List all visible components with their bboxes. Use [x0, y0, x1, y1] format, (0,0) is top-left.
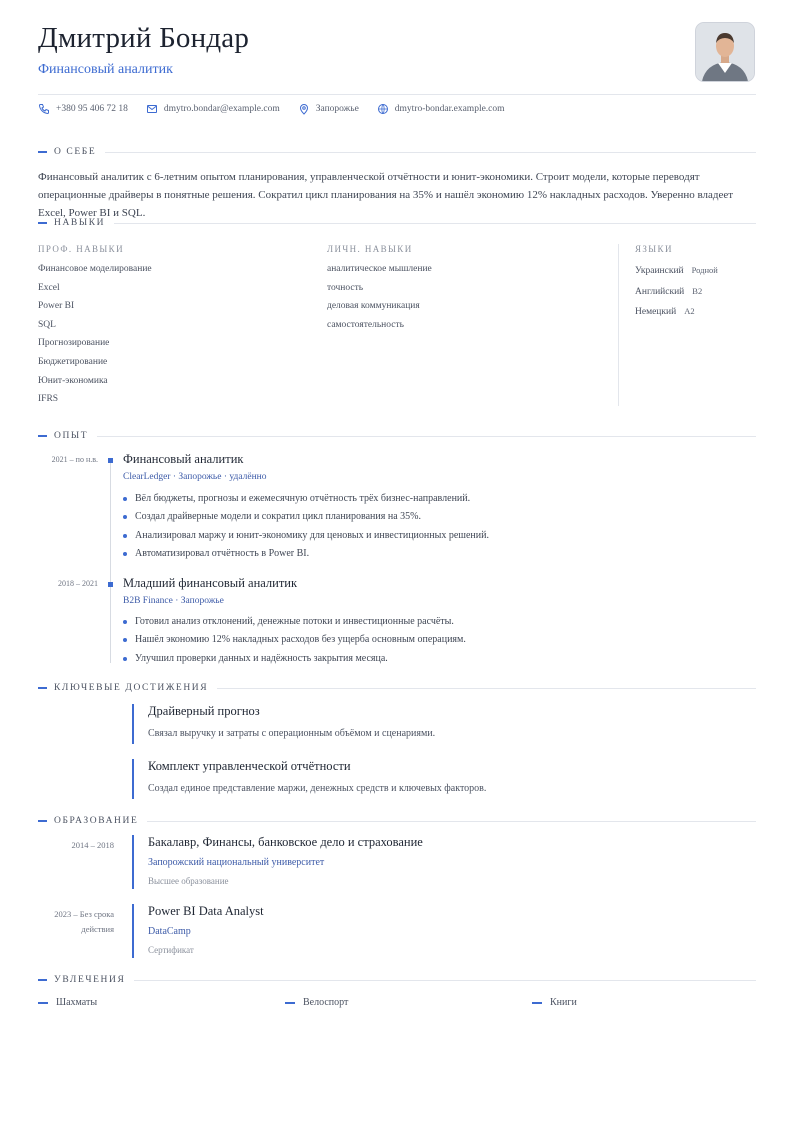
achievement-desc: Создал единое представление маржи, денежных средств и ключевых факторов. — [148, 783, 487, 794]
language-level: B2 — [692, 285, 703, 296]
achievement-card — [132, 704, 435, 744]
section-title: УВЛЕЧЕНИЯ — [54, 975, 126, 985]
section-achievements-heading — [38, 683, 756, 693]
contact-location — [298, 103, 359, 115]
section-title: ОБРАЗОВАНИЕ — [54, 816, 139, 826]
section-experience-heading — [38, 431, 756, 441]
education-title: Бакалавр, Финансы, банковское дело и страхование — [148, 835, 423, 849]
experience-bullet: Анализировал маржу и юнит-экономику для ценовых и инвестиционных решений. — [123, 527, 489, 545]
languages — [635, 244, 718, 322]
hobby-item — [285, 997, 348, 1008]
soft-skills — [327, 244, 432, 334]
contact-phone[interactable] — [38, 103, 128, 115]
skill-item: Excel — [38, 282, 60, 293]
experience-role: Младший финансовый аналитик — [123, 576, 298, 590]
hobby-label: Велоспорт — [303, 997, 349, 1008]
hobby-label: Шахматы — [56, 997, 98, 1008]
section-title: НАВЫКИ — [54, 218, 106, 228]
section-title: КЛЮЧЕВЫЕ ДОСТИЖЕНИЯ — [54, 683, 209, 693]
phone-text: +380 95 406 72 18 — [56, 104, 128, 114]
person-photo-icon — [696, 23, 754, 81]
section-title: ОПЫТ — [54, 431, 89, 441]
skill-item: IFRS — [38, 394, 59, 405]
skill-item: Финансовое моделирование — [38, 264, 152, 274]
hobby-label: Книги — [550, 997, 577, 1008]
education-card — [132, 904, 264, 958]
language-item — [635, 260, 718, 281]
experience-bullet: Нашёл экономию 12% накладных расходов без ущерба основным операциям. — [123, 631, 466, 649]
hobby-item — [38, 997, 97, 1008]
experience-company: B2B Finance · Запорожье — [123, 596, 224, 606]
education-type: Сертификат — [148, 945, 194, 955]
hobby-item — [532, 997, 577, 1008]
experience-bullet: Вёл бюджеты, прогнозы и ежемесячную отчётность трёх бизнес-направлений. — [123, 490, 489, 508]
timeline-dot — [108, 458, 113, 463]
professional-skills — [38, 244, 152, 409]
achievement-desc: Связал выручку и затраты с операционным объёмом и сценариями. — [148, 728, 436, 739]
phone-icon — [38, 103, 50, 115]
education-dates: 2023 – Без срока действия — [54, 909, 114, 934]
language-name: Украинский — [635, 266, 684, 276]
experience-company: ClearLedger · Запорожье · удалённо — [123, 472, 267, 482]
experience-dates: 2021 – по н.в. — [51, 455, 98, 464]
achievement-title: Комплект управленческой отчётности — [148, 759, 351, 773]
header-divider — [38, 94, 756, 95]
experience-bullets — [123, 613, 466, 668]
contact-website[interactable] — [377, 103, 505, 115]
location-pin-icon — [298, 103, 310, 115]
section-about-heading — [38, 147, 756, 157]
skill-item: Прогнозирование — [38, 338, 110, 349]
section-title: О СЕБЕ — [54, 147, 97, 157]
skill-item: Бюджетирование — [38, 356, 108, 367]
education-institution: Запорожский национальный университет — [148, 857, 325, 868]
soft-skills-heading: ЛИЧН. НАВЫКИ — [327, 244, 413, 254]
skill-item: аналитическое мышление — [327, 264, 432, 274]
education-dates: 2014 – 2018 — [71, 840, 114, 850]
experience-bullet: Улучшил проверки данных и надёжность закрытия месяца. — [123, 650, 466, 668]
timeline-line — [110, 458, 111, 663]
section-education-heading — [38, 816, 756, 826]
language-name: Английский — [635, 286, 685, 297]
prof-skills-heading: ПРОФ. НАВЫКИ — [38, 244, 124, 254]
mail-icon — [146, 103, 158, 115]
achievement-title: Драйверный прогноз — [148, 704, 260, 718]
about-text: Финансовый аналитик с 6-летним опытом планирования, управленческой отчётности и юнит-экономики. Строит модели, которые переводят операционные драйверы в понятные решения. Сократил цикл планирования на 35% и нашёл экономию 12% накладных расходов. Уверенно владеет Excel, Power BI и SQL. — [38, 171, 734, 219]
education-type: Высшее образование — [148, 876, 229, 886]
language-item — [635, 301, 718, 322]
language-item — [635, 281, 718, 302]
languages-heading: ЯЗЫКИ — [635, 244, 673, 254]
skill-item: точность — [327, 282, 364, 293]
language-level: Родной — [691, 265, 718, 275]
website-text: dmytro-bondar.example.com — [394, 104, 505, 114]
languages-divider — [618, 244, 619, 406]
education-title: Power BI Data Analyst — [148, 904, 264, 918]
language-level: A2 — [684, 306, 695, 317]
timeline-dot — [108, 582, 113, 587]
experience-role: Финансовый аналитик — [123, 452, 244, 466]
skill-item: Power BI — [38, 301, 75, 312]
achievement-card — [132, 759, 486, 799]
email-text: dmytro.bondar@example.com — [163, 104, 280, 114]
location-text: Запорожье — [315, 104, 359, 114]
experience-dates: 2018 – 2021 — [58, 579, 98, 588]
skill-item: самостоятельность — [327, 319, 404, 330]
profile-photo — [695, 22, 755, 82]
education-card — [132, 835, 423, 889]
section-hobbies-heading — [38, 975, 756, 985]
skill-item: деловая коммуникация — [327, 301, 420, 312]
experience-bullets — [123, 490, 489, 563]
education-institution: DataCamp — [148, 926, 191, 937]
section-skills-heading — [38, 218, 756, 228]
language-name: Немецкий — [635, 307, 677, 318]
experience-bullet: Автоматизировал отчётность в Power BI. — [123, 545, 489, 563]
contact-email[interactable] — [146, 103, 280, 115]
contact-bar — [38, 103, 523, 115]
skill-item: SQL — [38, 319, 56, 330]
person-name: Дмитрий Бондар — [38, 22, 250, 54]
experience-bullet: Создал драйверные модели и сократил цикл планирования на 35%. — [123, 508, 489, 526]
job-title: Финансовый аналитик — [38, 62, 173, 77]
experience-bullet: Готовил анализ отклонений, денежные потоки и инвестиционные расчёты. — [123, 613, 466, 631]
skill-item: Юнит-экономика — [38, 375, 108, 386]
globe-icon — [377, 103, 389, 115]
